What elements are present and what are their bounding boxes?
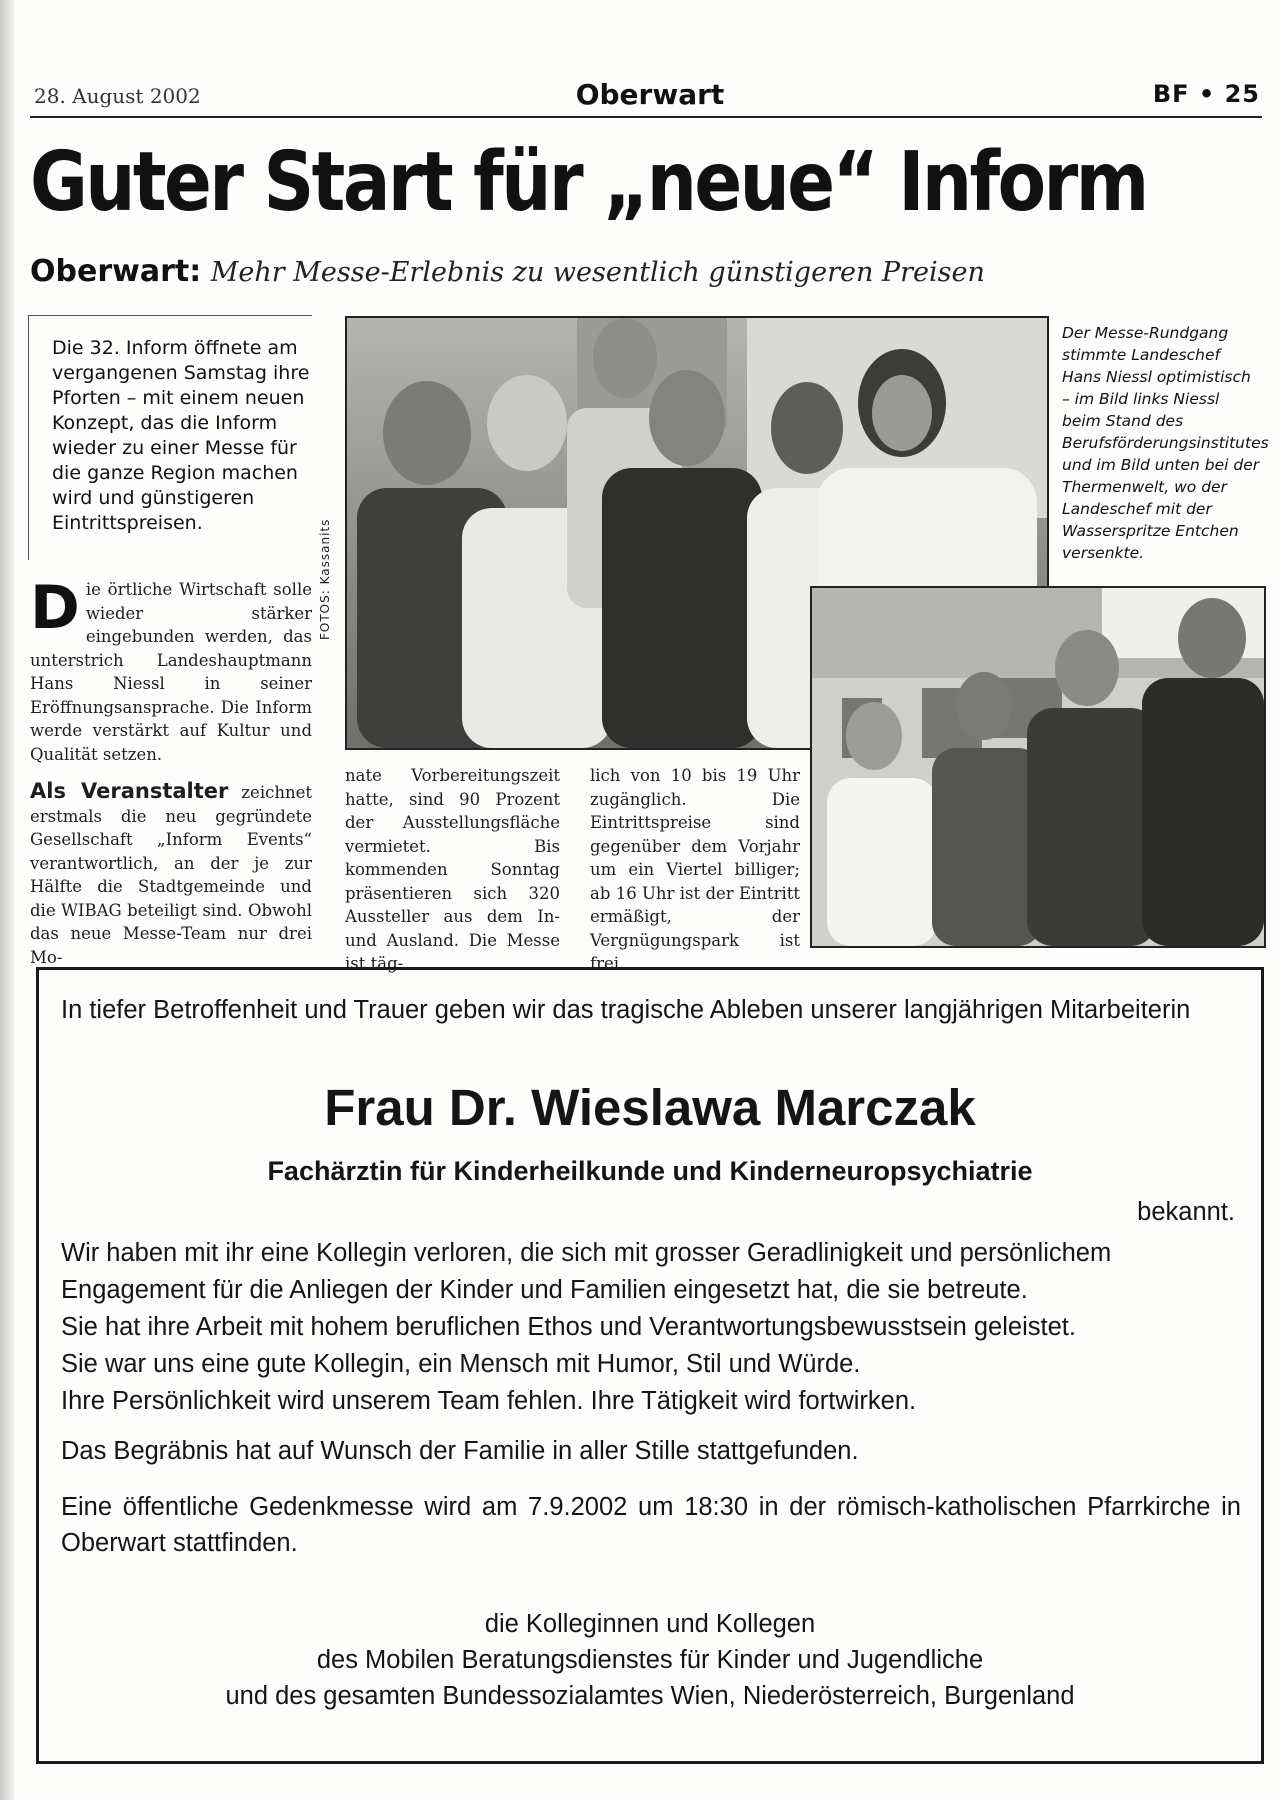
obituary-signature — [39, 1606, 1261, 1714]
photo-credit: FOTOS: Kassanits — [318, 518, 332, 640]
obituary-intro: In tiefer Betroffenheit und Trauer geben wir das tragische Ableben unserer langjährigen Mitarbeiterin — [61, 996, 1191, 1024]
article-kicker: Oberwart: — [30, 254, 202, 289]
photo-thermenwelt — [810, 586, 1266, 948]
article-column-1 — [30, 573, 312, 969]
article-column-2: nate Vorbereitungszeit hatte, sind 90 Prozent der Ausstellungsfläche vermietet. Bis kommenden Sonntag präsentieren sich 320 Aussteller aus dem In- und Ausland. Die Messe ist täg- — [345, 766, 560, 973]
article-headline: Guter Start für „neue“ Inform — [30, 135, 1147, 230]
article-column-3: lich von 10 bis 19 Uhr zugänglich. Die Eintrittspreise sind gegenüber dem Vorjahr um ein Viertel billiger; ab 16 Uhr ist der Eintritt ermäßigt, der Vergnügungspark ist frei. — [590, 766, 800, 973]
paragraph-2 — [30, 780, 312, 969]
photo-caption: Der Messe-Rundgang stimmte Landeschef Hans Niessl optimistisch – im Bild links Niessl beim Stand des Berufsförderungsinstitutes und im Bild unten bei der Thermenwelt, wo der Landeschef mit der Wasserspritze Entchen versenkte. — [1062, 324, 1269, 562]
tribute-line: Sie hat ihre Arbeit mit hohem beruflichen Ethos und Verantwortungsbewusstsein geleistet. — [61, 1313, 1076, 1341]
tribute-line: Wir haben mit ihr eine Kollegin verloren, die sich mit grosser Geradlinigkeit und persönlichem — [61, 1239, 1112, 1267]
tribute-line: Ihre Persönlichkeit wird unserem Team fehlen. Ihre Tätigkeit wird fortwirken. — [61, 1387, 917, 1415]
obituary-tribute — [61, 1235, 1251, 1420]
page-number: BF • 25 — [1152, 80, 1260, 108]
obituary-announce: bekannt. — [1137, 1198, 1235, 1226]
tribute-line: Sie war uns eine gute Kollegin, ein Mensch mit Humor, Stil und Würde. — [61, 1350, 861, 1378]
intro-side-rule — [28, 315, 29, 560]
tribute-line: Engagement für die Anliegen der Kinder und Familien eingesetzt hat, die sie betreute. — [61, 1276, 1028, 1304]
intro-top-rule — [28, 315, 312, 316]
paragraph-1: ie örtliche Wirtschaft solle wieder stärker eingebunden werden, das unterstrich Landeshauptmann Hans Niessl in seiner Eröffnungsansprache. Die Inform werde verstärkt auf Kultur und Qualität setzen. — [30, 580, 312, 764]
article-intro: Die 32. Inform öffnete am vergangenen Samstag ihre Pforten – mit einem neuen Konzept, das die Inform wieder zu einer Messe für die ganze Region machen wird und günstigeren Eintrittspreisen. — [52, 337, 310, 534]
article-subline — [30, 252, 1260, 293]
signature-line: und des gesamten Bundessozialamtes Wien, Niederösterreich, Burgenland — [225, 1682, 1075, 1710]
run-in-heading: Als Veranstalter — [30, 779, 229, 803]
paragraph-2-text: zeichnet erstmals die neu gegründete Gesellschaft „Inform Events“ verantwortlich, an der je zur Hälfte die Stadtgemeinde und die WIBAG beteiligt sind. Obwohl das neue Messe-Team nur drei Mo- — [30, 783, 312, 967]
signature-line: die Kolleginnen und Kollegen — [484, 1610, 816, 1638]
article-dek: Mehr Messe-Erlebnis zu wesentlich günstigeren Preisen — [210, 257, 985, 288]
obituary-name: Frau Dr. Wieslawa Marczak — [324, 1079, 976, 1136]
drop-cap: D — [30, 573, 80, 643]
obituary-profession: Fachärztin für Kinderheilkunde und Kinderneuropsychiatrie — [267, 1156, 1033, 1186]
obituary-notice — [36, 967, 1264, 1764]
obituary-memorial-mass: Eine öffentliche Gedenkmesse wird am 7.9.2002 um 18:30 in der römisch-katholischen Pfarrkirche in Oberwart stattfinden. — [61, 1493, 1241, 1557]
signature-line: des Mobilen Beratungsdienstes für Kinder und Jugendliche — [316, 1646, 984, 1674]
page-edge-shadow — [0, 0, 14, 1800]
section-title: Oberwart — [575, 78, 725, 111]
obituary-burial: Das Begräbnis hat auf Wunsch der Familie in aller Stille stattgefunden. — [61, 1437, 859, 1465]
issue-date: 28. August 2002 — [34, 84, 201, 108]
header-rule — [30, 116, 1262, 118]
